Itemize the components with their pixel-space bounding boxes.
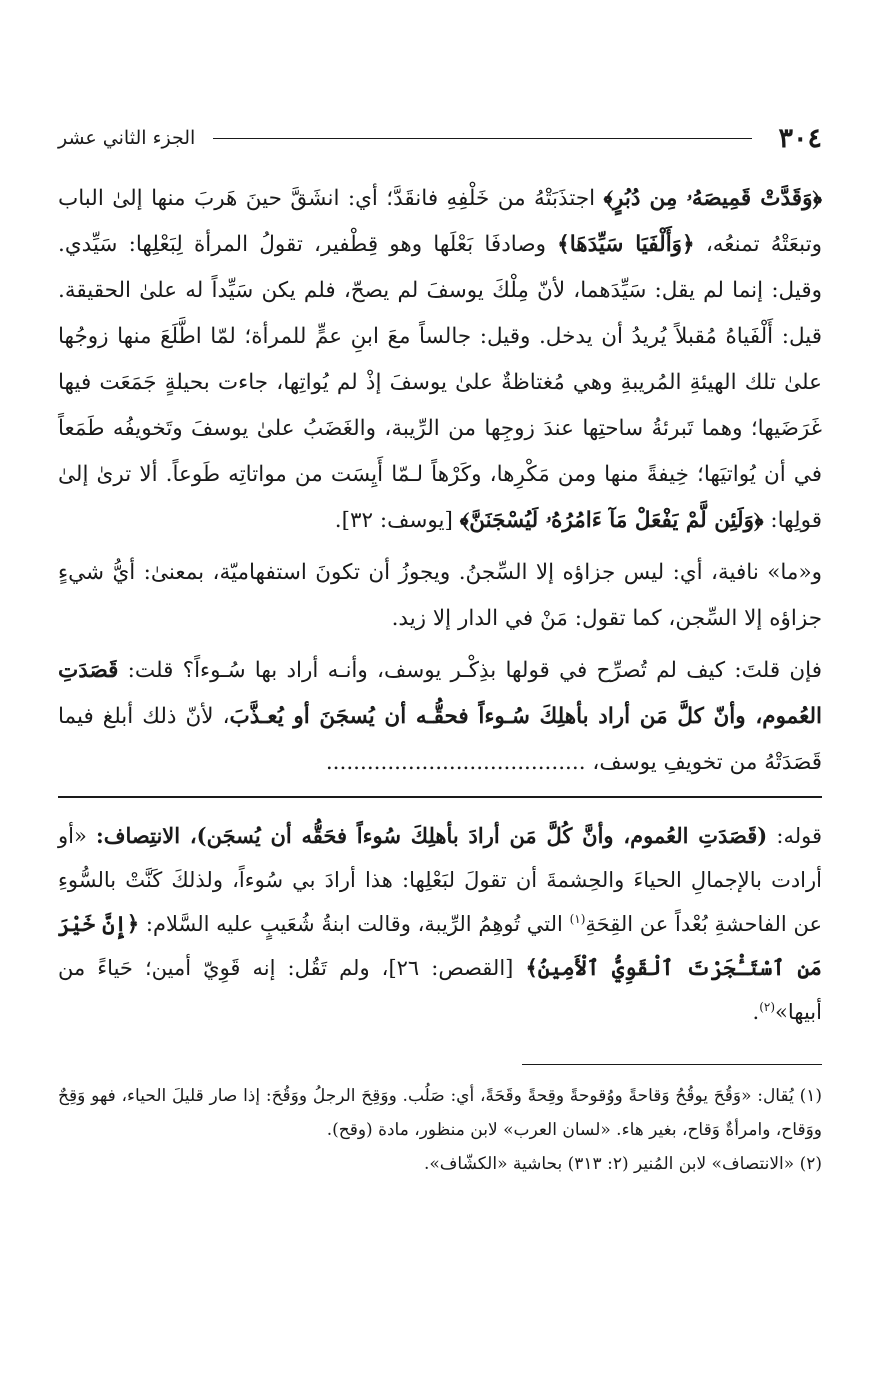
footnote-rule — [522, 1064, 822, 1065]
verse-citation: [يوسف: ٣٢]. — [334, 508, 460, 533]
footnote-ref: (٢) — [759, 1000, 776, 1014]
footnote: (١) يُقال: «وَقُحَ يوقُحُ وَقاحةً ووُقوحةً وقِحةً وقَحَةً، أي: صَلُب. ووَقِحَ الرجلُ ووَقُحَ: إذا صار قليلَ الحياء، فهو وَقِحٌ ووَقاح، وامرأةٌ وَقاح، بغير هاء. «لسان العرب» لابن منظور، مادة (وقح). — [58, 1086, 822, 1140]
quran-verse: ﴿وَأَلْفَيَا سَيِّدَهَا﴾ — [557, 232, 695, 257]
main-paragraph: و«ما» نافية، أي: ليس جزاؤه إلا السِّجنُ. ويجوزُ أن تكونَ استفهاميّة، بمعنىٰ: أيُّ شيءٍ جزاؤه إلا السِّجن، كما تقول: مَنْ في الدار إلا زيد. — [58, 560, 822, 631]
text-span: اجتذَبَتْهُ من خَلْفِهِ فانقَدَّ؛ أي: انشَقَّ حينَ هَربَ منها إلىٰ الباب وتبعَتْهُ تمنعُه، — [58, 186, 822, 257]
text-span: قوله: — [767, 824, 823, 848]
commentary-text — [58, 814, 822, 1034]
main-paragraph — [58, 648, 822, 786]
text-span: التي تُوهِمُ الرِّيبة، وقالت ابنةُ شُعَيبٍ عليه السَّلام: — [139, 912, 570, 936]
page-header — [58, 118, 822, 158]
text-span: وصادفَا بَعْلَها وهو قِطْفير، تقولُ المرأة لِبَعْلِها: سَيِّدي. وقيل: إنما لم يقل: سَيِّدَهما، لأنّ مِلْكَ يوسفَ لم يصحّ، فلم يكن سَيِّداً له علىٰ الحقيقة. قيل: أَلْفَياهُ مُقبلاً يُريدُ أن يدخل. وقيل: جالساً معَ ابنِ عمٍّ للمرأة؛ لمّا اطَّلَعَ منها زوجُها علىٰ تلك الهيئةِ المُريبةِ وهي مُغتاظةٌ علىٰ يوسفَ إذْ لم يُواتِها، جاءت بحيلةٍ جَمَعَت فيها غَرَضَيها؛ وهما تَبرئةُ ساحتِها عندَ زوجِها من الرِّيبة، والغَضَبُ علىٰ يوسفَ وتَخويفُه طَمَعاً في أن يُواتيَها؛ خِيفةً منها ومن مَكْرِها، وكَرْهاً لـمّا أَيِسَت من مواتاتِه طَوعاً. ألا ترىٰ إلىٰ قولِها: — [58, 232, 822, 533]
page-number: ٣٠٤ — [778, 122, 822, 154]
running-title: الجزء الثاني عشر — [58, 127, 196, 149]
footnotes — [58, 1079, 822, 1181]
text-span: فإن قلتَ: كيف لم تُصرِّح في قولها بذِكْـر يوسف، وأنـه أراد بها سُـوءاً؟ قلت: — [118, 658, 822, 683]
quran-verse: ﴿وَقَدَّتْ قَمِيصَهُۥ مِن دُبُرٍ﴾ — [603, 186, 822, 211]
main-text — [58, 176, 822, 786]
text-span: ، لأنّ ذلك أبلغ فيما قَصَدَتْهُ من تخويفِ يوسف، ...................................... — [58, 704, 822, 775]
commentary-paragraph — [58, 814, 822, 1034]
footnote: (٢) «الانتصاف» لابن المُنير (٢: ٣١٣) بحاشية «الكشّاف». — [424, 1154, 822, 1174]
text-span: [القصص: ٢٦]، ولم تَقُل: إنه قَوِيّ أمين؛ حَياءً من أبيها» — [58, 956, 822, 1024]
section-rule — [58, 796, 822, 798]
text-span: «أو أرادت بالإجمالِ الحياءَ والحِشمةَ أن تقولَ لبَعْلِها: هذا أرادَ بي سُوءاً، ولذلكَ كَنَّتْ بالسُّوءِ عن الفاحشةِ بُعْداً عن القِحَةِ — [58, 824, 822, 936]
text-span: . — [752, 1000, 760, 1024]
bold-phrase: قَصَدَتِ العُموم، وأنّ كلَّ مَن أراد بأهلِكَ سُـوءاً فحقُّـه أن يُسجَنَ أو يُعـذَّبَ — [58, 658, 822, 729]
quran-verse: ﴿إِنَّ خَيْرَ مَنِ ٱسْتَـْٔجَرْتَ ٱلْقَوِيُّ ٱلْأَمِينُ﴾ — [58, 911, 822, 980]
footnote-ref: (١) — [569, 912, 586, 926]
quran-verse: ﴿وَلَئِن لَّمْ يَفْعَلْ مَآ ءَامُرُهُۥ لَيُسْجَنَنَّ﴾ — [459, 508, 764, 533]
bold-phrase: (قَصَدَتِ العُموم، وأنَّ كُلَّ مَن أرادَ بأهلِكَ سُوءاً فحَقُّه أن يُسجَن)، الانتِصاف: — [95, 823, 768, 848]
header-rule — [213, 138, 752, 139]
book-page — [58, 118, 822, 1181]
main-paragraph — [58, 176, 822, 544]
